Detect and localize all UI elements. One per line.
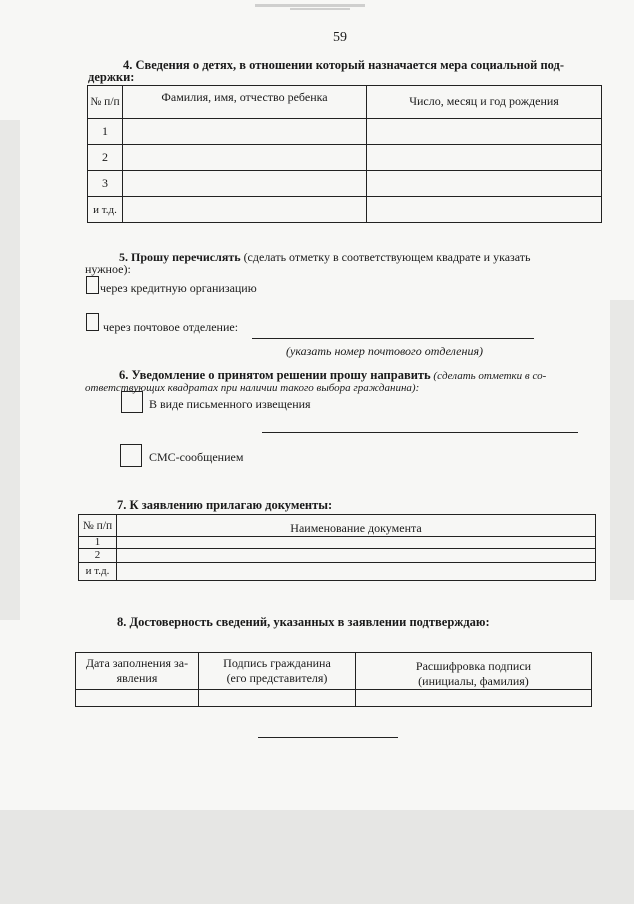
section5-heading-line1 (119, 250, 589, 265)
section6-heading-bold: 6. Уведомление о принятом решении прошу направить (119, 368, 431, 382)
row-number: 3 (88, 171, 123, 197)
fill-date-cell[interactable] (76, 690, 199, 707)
birth-date-cell[interactable] (367, 119, 602, 145)
col-header-number: № п/п (79, 515, 117, 537)
section4-heading-line2: держки: (88, 70, 135, 84)
section5-heading-rest: (сделать отметку в соответствующем квадрате и указать (240, 250, 531, 264)
children-table (87, 85, 602, 223)
table-row (76, 690, 592, 707)
letter-notification-checkbox[interactable] (121, 391, 143, 413)
fill-date-label-line1: Дата заполнения за- (85, 656, 189, 670)
row-number: и т.д. (79, 563, 117, 581)
section6-heading-italic: (сделать отметки в со- (430, 370, 547, 382)
closing-signature-line (258, 737, 398, 738)
child-name-cell[interactable] (123, 145, 367, 171)
section6-heading-line2: ответствующих квадратах при наличии такого выбора гражданина): (85, 382, 420, 394)
col-header-birth-date: Число, месяц и год рождения (367, 86, 602, 119)
table-row (88, 119, 602, 145)
fill-date-label-line2: явления (116, 671, 158, 685)
row-number: 1 (79, 537, 117, 549)
post-office-number-line[interactable] (252, 338, 534, 339)
child-name-cell[interactable] (123, 197, 367, 223)
letter-notification-label: В виде письменного извещения (149, 397, 311, 411)
credit-org-label: через кредитную организацию (100, 281, 257, 295)
post-office-hint: (указать номер почтового отделения) (286, 344, 484, 358)
post-office-label: через почтовое отделение: (103, 320, 239, 334)
section8-heading: 8. Достоверность сведений, указанных в заявлении подтверждаю: (117, 615, 490, 629)
sms-notification-checkbox[interactable] (120, 444, 142, 467)
sms-notification-label: СМС-сообщением (149, 450, 244, 464)
table-row (88, 171, 602, 197)
signature-cell[interactable] (199, 690, 356, 707)
birth-date-cell[interactable] (367, 197, 602, 223)
row-number: 1 (88, 119, 123, 145)
credit-org-checkbox[interactable] (86, 276, 99, 294)
document-name-cell[interactable] (117, 549, 596, 563)
row-number: 2 (88, 145, 123, 171)
page-number: 59 (333, 30, 347, 45)
signature-label-line1: Подпись гражданина (223, 656, 331, 670)
section7-heading: 7. К заявлению прилагаю документы: (117, 498, 333, 512)
signature-label-line2: (его представителя) (226, 671, 328, 685)
table-row (79, 537, 596, 549)
col-header-document-name: Наименование документа (117, 515, 596, 537)
section5-heading-line2: нужное): (85, 262, 131, 276)
section5-heading-bold: 5. Прошу перечислять (119, 250, 241, 264)
col-header-signature (199, 653, 356, 690)
col-header-number: № п/п (88, 86, 123, 119)
row-number: и т.д. (88, 197, 123, 223)
letter-address-line[interactable] (262, 432, 578, 433)
section4-heading-line1: 4. Сведения о детях, в отношении который назначается мера социальной под- (123, 58, 565, 72)
document-name-cell[interactable] (117, 537, 596, 549)
col-header-fill-date (76, 653, 199, 690)
confirmation-table (75, 652, 592, 707)
post-office-checkbox[interactable] (86, 313, 99, 331)
table-row (88, 197, 602, 223)
child-name-cell[interactable] (123, 171, 367, 197)
documents-table (78, 514, 596, 581)
signature-decoding-cell[interactable] (356, 690, 592, 707)
col-header-child-name: Фамилия, имя, отчество ребенка (123, 86, 367, 119)
decoding-label-line1: Расшифровка подписи (415, 659, 532, 673)
table-row (79, 563, 596, 581)
col-header-signature-decoding (356, 653, 592, 690)
row-number: 2 (79, 549, 117, 563)
birth-date-cell[interactable] (367, 145, 602, 171)
decoding-label-line2: (инициалы, фамилия) (418, 674, 529, 688)
document-name-cell[interactable] (117, 563, 596, 581)
birth-date-cell[interactable] (367, 171, 602, 197)
table-row (79, 549, 596, 563)
table-row (88, 145, 602, 171)
child-name-cell[interactable] (123, 119, 367, 145)
